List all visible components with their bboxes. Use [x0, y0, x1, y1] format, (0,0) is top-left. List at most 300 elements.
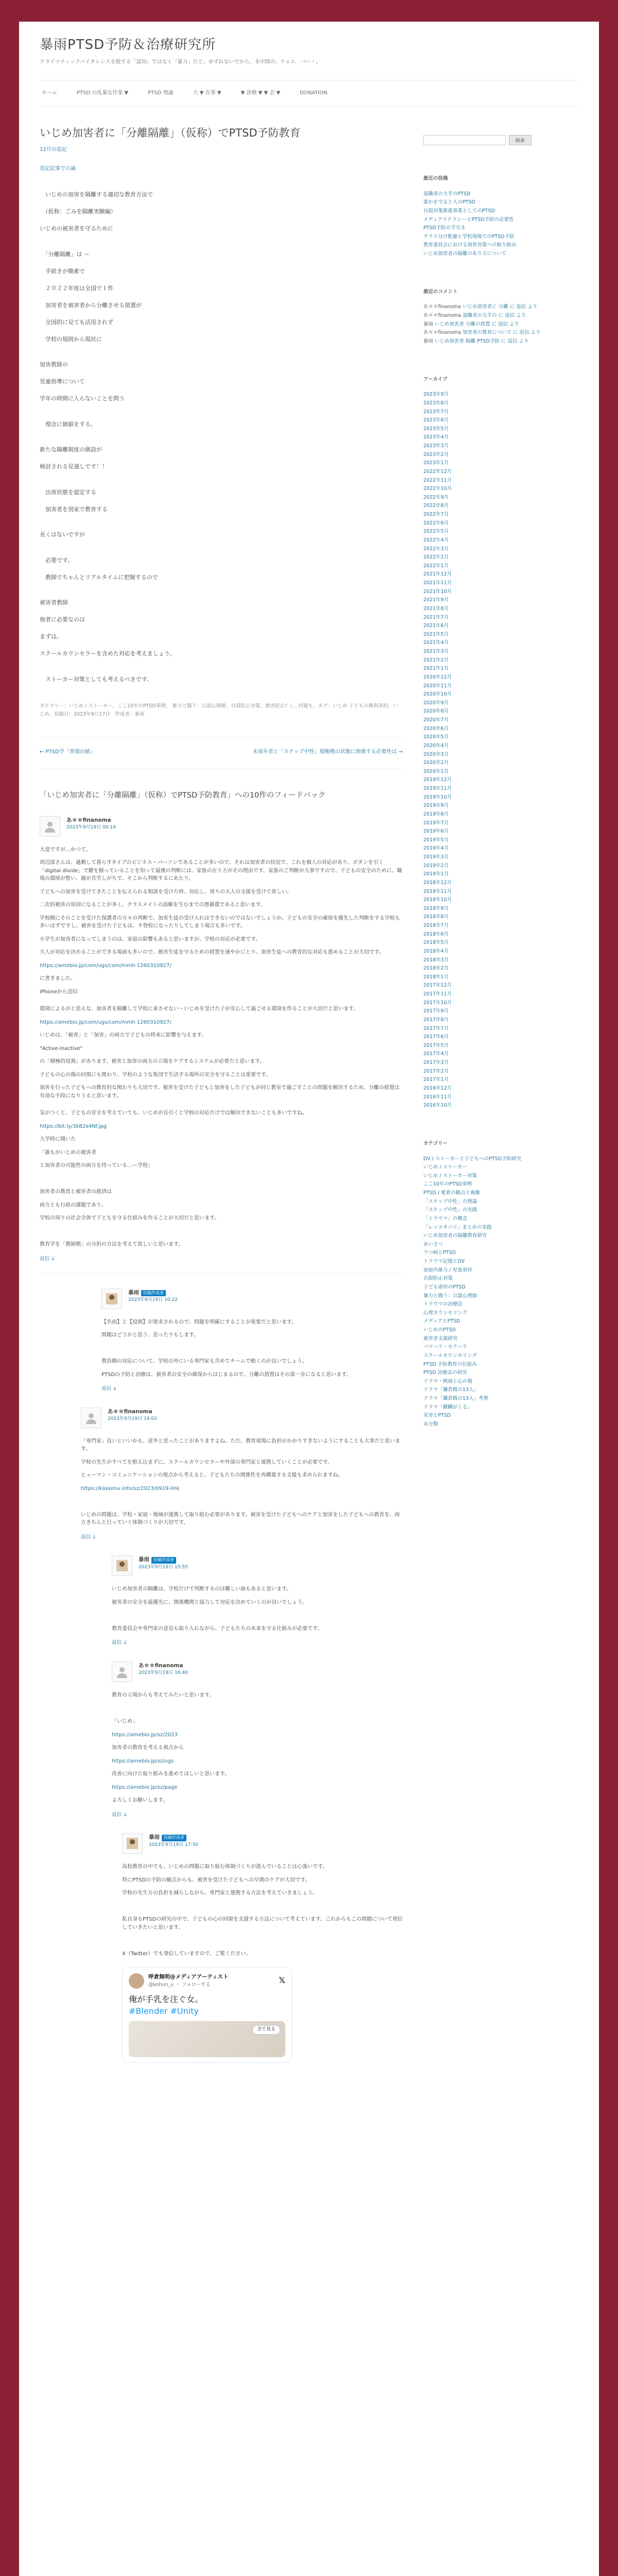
nav-item-articles[interactable]: 大 ▼ 在事 ▼ — [193, 90, 221, 96]
post-date[interactable]: 12月の追記 — [40, 146, 67, 152]
archive-item-link[interactable]: 2022年12月 — [423, 468, 452, 474]
archive-item-link[interactable]: 2021年9月 — [423, 597, 449, 603]
archive-item-link[interactable]: 2021年1月 — [423, 666, 449, 672]
category-item[interactable] — [423, 1172, 578, 1181]
archive-item[interactable] — [423, 553, 578, 562]
archive-item-link[interactable]: 2023年5月 — [423, 426, 449, 432]
archive-item[interactable] — [423, 733, 578, 742]
archive-item[interactable] — [423, 990, 578, 999]
category-item[interactable] — [423, 1180, 578, 1189]
category-item-link[interactable]: DV / ストーカーと子どもへのPTSD予防研究 — [423, 1156, 522, 1162]
reply-link[interactable]: 返信 ↓ — [81, 1534, 96, 1540]
search-button[interactable]: 検索 — [509, 135, 531, 145]
tweet-handle[interactable]: @kohun_u ・ フォローする — [148, 1981, 211, 1988]
comment-link[interactable]: https://bit.ly/3kB2s4Nf.jpg — [40, 1123, 107, 1129]
archive-item-link[interactable]: 2022年8月 — [423, 503, 449, 509]
archive-item-link[interactable]: 2022年6月 — [423, 520, 449, 526]
recent-comment-link[interactable]: 退職者の大半の に 返信 より — [462, 313, 526, 319]
archive-item-link[interactable]: 2020年6月 — [423, 725, 449, 732]
recent-post-item-link[interactable]: 誰かを守ると人のPTSD — [423, 199, 475, 206]
archive-item[interactable] — [423, 1059, 578, 1067]
nav-item-home[interactable]: ホーム — [42, 90, 57, 96]
category-item[interactable] — [423, 1215, 578, 1224]
archive-item-link[interactable]: 2020年12月 — [423, 674, 452, 680]
archive-item-link[interactable]: 2023年4月 — [423, 434, 449, 440]
comment-time[interactable]: 2023年9月19日 16:40 — [139, 1670, 188, 1676]
archive-item-link[interactable]: 2022年2月 — [423, 554, 449, 561]
category-item-link[interactable]: ここ10年のPTSD事例 — [423, 1181, 472, 1188]
archive-item[interactable] — [423, 930, 578, 939]
archive-item[interactable] — [423, 870, 578, 879]
archive-item[interactable] — [423, 776, 578, 785]
recent-comment-link[interactable]: 加害者の教育について に 返信 より — [462, 330, 541, 336]
archive-item[interactable] — [423, 425, 578, 434]
comment-link[interactable]: https://kassimu.info/sz/2023/0919-link — [81, 1485, 180, 1492]
archive-item-link[interactable]: 2019年11月 — [423, 786, 452, 792]
category-item-link[interactable]: 心理カウンセリング — [423, 1310, 468, 1316]
archive-item[interactable] — [423, 614, 578, 622]
archive-item-link[interactable]: 2019年6月 — [423, 828, 449, 835]
category-item-link[interactable]: PTSD / 愛着の観点と複雑 — [423, 1190, 480, 1196]
archive-item-link[interactable]: 2023年6月 — [423, 417, 449, 423]
archive-item-link[interactable]: 2021年11月 — [423, 580, 452, 586]
archive-item-link[interactable]: 2018年11月 — [423, 888, 452, 894]
reply-link[interactable]: 返信 ↓ — [112, 1811, 127, 1818]
archive-item[interactable] — [423, 673, 578, 682]
category-item[interactable] — [423, 1403, 578, 1412]
archive-item-link[interactable]: 2021年6月 — [423, 623, 449, 629]
category-item-link[interactable]: PTSD 予防教育の仕組み — [423, 1361, 477, 1367]
category-item[interactable] — [423, 1198, 578, 1207]
category-item[interactable] — [423, 1241, 578, 1249]
archive-item[interactable] — [423, 459, 578, 468]
archive-item[interactable] — [423, 588, 578, 597]
recent-post-item-link[interactable]: いじめ加害者の隔離のあり方について — [423, 251, 507, 257]
archive-item-link[interactable]: 2018年8月 — [423, 914, 449, 920]
category-item[interactable] — [423, 1275, 578, 1283]
comment-time[interactable]: 2023年9月19日 15:55 — [139, 1564, 188, 1570]
archive-item[interactable] — [423, 836, 578, 845]
archive-item-link[interactable]: 2017年1月 — [423, 1077, 449, 1083]
archive-item-link[interactable]: 2017年6月 — [423, 1034, 449, 1040]
embedded-tweet[interactable] — [122, 1967, 292, 2063]
archive-item-link[interactable]: 2020年4月 — [423, 742, 449, 749]
main-nav — [40, 80, 578, 107]
archive-item[interactable] — [423, 844, 578, 853]
reply-link[interactable]: 返信 ↓ — [40, 1256, 55, 1262]
archive-item-link[interactable]: 2018年2月 — [423, 965, 449, 972]
archive-item-link[interactable]: 2020年11月 — [423, 683, 452, 689]
comment-author[interactable]: あ＊＊finanoma — [66, 817, 111, 823]
archive-item-link[interactable]: 2023年8月 — [423, 400, 449, 406]
comment-author[interactable]: 暴雨 投稿作成者 — [128, 1289, 178, 1297]
category-item-link[interactable]: 「レッスタバリ」まとめの実践 — [423, 1224, 492, 1230]
recent-post-item-link[interactable]: PTSD予防の手引き — [423, 225, 466, 231]
archive-item[interactable] — [423, 579, 578, 588]
category-item-link[interactable]: 未分類 — [423, 1421, 438, 1427]
archive-item[interactable] — [423, 1084, 578, 1093]
category-item[interactable] — [423, 1224, 578, 1232]
archive-item-link[interactable]: 2020年1月 — [423, 768, 449, 774]
archive-item-link[interactable]: 2022年1月 — [423, 563, 449, 569]
archive-item-link[interactable]: 2018年1月 — [423, 974, 449, 980]
tweet-view-all-button[interactable]: 全て見る — [252, 2025, 280, 2035]
archive-item[interactable] — [423, 639, 578, 648]
archive-item-link[interactable]: 2017年12月 — [423, 982, 452, 989]
archive-item[interactable] — [423, 1101, 578, 1110]
archive-item-link[interactable]: 2023年3月 — [423, 443, 449, 449]
archive-item[interactable] — [423, 956, 578, 965]
category-item-link[interactable]: 家庭内暴力 / 児童虐待 — [423, 1267, 472, 1273]
archive-item[interactable] — [423, 494, 578, 502]
archive-item-link[interactable]: 2017年7月 — [423, 1025, 449, 1031]
archive-item-link[interactable]: 2022年3月 — [423, 546, 449, 552]
comment-author[interactable]: あ＊＊finanoma — [139, 1663, 183, 1669]
archive-item[interactable] — [423, 570, 578, 579]
archive-item-link[interactable]: 2022年4月 — [423, 537, 449, 543]
category-item[interactable] — [423, 1412, 578, 1420]
archive-item[interactable] — [423, 973, 578, 982]
archive-item-link[interactable]: 2019年10月 — [423, 794, 452, 800]
recent-post-item[interactable] — [423, 241, 578, 250]
category-item-link[interactable]: ドラマ・映画と心の傷 — [423, 1378, 473, 1384]
archive-item-link[interactable]: 2017年8月 — [423, 1016, 449, 1023]
archive-item-link[interactable]: 2023年7月 — [423, 409, 449, 415]
archive-item-link[interactable]: 2017年11月 — [423, 991, 452, 997]
comment-author[interactable]: 暴雨 投稿作成者 — [139, 1555, 188, 1564]
archive-item[interactable] — [423, 399, 578, 408]
archive-item-link[interactable]: 2023年2月 — [423, 451, 449, 457]
archive-item[interactable] — [423, 768, 578, 776]
archive-item-link[interactable]: 2023年9月 — [423, 392, 449, 398]
archive-item[interactable] — [423, 707, 578, 716]
archive-item[interactable] — [423, 981, 578, 990]
category-item-link[interactable]: スクールカウンセリング — [423, 1352, 477, 1359]
category-item[interactable] — [423, 1300, 578, 1309]
recent-post-item-link[interactable]: メディアリテラシーとPTSD予防の必要性 — [423, 216, 514, 223]
archive-item[interactable] — [423, 1033, 578, 1042]
nav-item-donation[interactable]: DONATION — [300, 90, 328, 96]
archive-item[interactable] — [423, 1076, 578, 1084]
archive-item[interactable] — [423, 964, 578, 973]
reply-link[interactable]: 返信 ↓ — [101, 1386, 117, 1392]
comment-author[interactable]: あ＊＊finanoma — [108, 1408, 152, 1415]
next-post-link[interactable]: 未成年者と「ステップ中性」規範戦の状態に関係する必要性は → — [252, 749, 403, 755]
archive-item[interactable] — [423, 905, 578, 913]
category-item[interactable] — [423, 1232, 578, 1241]
archive-item[interactable] — [423, 827, 578, 836]
category-item-link[interactable]: あいさつ — [423, 1241, 443, 1247]
archive-item-link[interactable]: 2017年2月 — [423, 1068, 449, 1074]
archive-item-link[interactable]: 2021年5月 — [423, 631, 449, 637]
archive-item[interactable] — [423, 716, 578, 725]
category-item[interactable] — [423, 1395, 578, 1403]
category-item-link[interactable]: 暴力と闘う：公認心理師 — [423, 1293, 477, 1299]
archive-item[interactable] — [423, 725, 578, 734]
tweet-media[interactable] — [129, 2021, 285, 2057]
recent-post-item[interactable] — [423, 198, 578, 207]
category-item-link[interactable]: いじめ / ストーカー対策 — [423, 1173, 477, 1179]
archive-item-link[interactable]: 2018年6月 — [423, 931, 449, 937]
archive-item[interactable] — [423, 751, 578, 759]
archive-item[interactable] — [423, 682, 578, 691]
category-item[interactable] — [423, 1206, 578, 1215]
category-item-link[interactable]: 「ステップ中性」の理論 — [423, 1198, 477, 1205]
archive-item-link[interactable]: 2019年12月 — [423, 777, 452, 783]
archive-item-link[interactable]: 2018年5月 — [423, 940, 449, 946]
tweet-avatar[interactable] — [129, 1973, 144, 1989]
archive-item-link[interactable]: 2019年7月 — [423, 820, 449, 826]
archive-item[interactable] — [423, 1042, 578, 1050]
category-item-link[interactable]: パワハラ・セクハラ — [423, 1344, 467, 1350]
archive-item-link[interactable]: 2019年2月 — [423, 862, 449, 869]
archive-item[interactable] — [423, 442, 578, 451]
archive-item[interactable] — [423, 485, 578, 494]
archive-item[interactable] — [423, 605, 578, 614]
archive-item-link[interactable]: 2019年8月 — [423, 811, 449, 817]
archive-item[interactable] — [423, 939, 578, 947]
post-line — [40, 327, 403, 335]
archive-item[interactable] — [423, 1093, 578, 1102]
archive-item[interactable] — [423, 793, 578, 802]
archive-item[interactable] — [423, 545, 578, 554]
search-input[interactable] — [423, 135, 506, 145]
comment-time[interactable]: 2023年9月19日 00:14 — [66, 825, 116, 831]
category-item-link[interactable]: ドラマ「鎌倉殿の13人」考察 — [423, 1396, 489, 1401]
archive-item[interactable] — [423, 596, 578, 605]
recent-post-item[interactable] — [423, 233, 578, 242]
category-item[interactable] — [423, 1249, 578, 1258]
recent-post-item[interactable] — [423, 207, 578, 216]
recent-post-item-link[interactable]: 自殺対策推進事業としてのPTSD — [423, 208, 495, 214]
archive-item-link[interactable]: 2016年10月 — [423, 1103, 452, 1109]
archive-item[interactable] — [423, 1050, 578, 1059]
category-item[interactable] — [423, 1386, 578, 1395]
archive-item[interactable] — [423, 922, 578, 930]
archive-item[interactable] — [423, 947, 578, 956]
archive-item[interactable] — [423, 451, 578, 460]
archive-item[interactable] — [423, 879, 578, 888]
category-item-link[interactable]: 子ども虐待のPTSD — [423, 1284, 466, 1290]
nav-item-clinic[interactable]: ▼ 診療 ▼ ▼ 会 ▼ — [241, 90, 281, 96]
category-item[interactable] — [423, 1335, 578, 1344]
archive-item-link[interactable]: 2018年10月 — [423, 897, 452, 903]
archive-item[interactable] — [423, 819, 578, 828]
category-item-link[interactable]: ドラマ「麒麟がくる」 — [423, 1404, 473, 1410]
comment-author[interactable]: 暴雨 投稿作成者 — [149, 1833, 198, 1841]
category-item-link[interactable]: 被害者支援研究 — [423, 1335, 458, 1342]
recent-post-item-link[interactable]: 教育委員会における加害対策への取り組み — [423, 242, 517, 248]
recent-post-item[interactable] — [423, 224, 578, 233]
archive-item[interactable] — [423, 562, 578, 571]
archive-item-link[interactable]: 2021年8月 — [423, 605, 449, 612]
tweet-hashtags[interactable]: #Blender #Unity — [129, 2006, 199, 2016]
archive-item-link[interactable]: 2021年7月 — [423, 614, 449, 620]
archive-item[interactable] — [423, 622, 578, 631]
archive-item-link[interactable]: 2017年9月 — [423, 1008, 449, 1014]
archive-item-link[interactable]: 2021年12月 — [423, 571, 452, 578]
x-logo-icon[interactable]: 𝕏 — [279, 1975, 285, 1986]
archive-item[interactable] — [423, 511, 578, 519]
archive-item[interactable] — [423, 759, 578, 768]
category-item-link[interactable]: 「ステップ中性」の実践 — [423, 1207, 477, 1213]
archive-item[interactable] — [423, 665, 578, 673]
recent-post-item[interactable] — [423, 190, 578, 199]
recent-comment-link[interactable]: いじめ加害者 分離の措置 に 返信 より — [435, 321, 520, 327]
archive-item-link[interactable]: 2018年12月 — [423, 879, 452, 886]
archive-item-link[interactable]: 2019年5月 — [423, 837, 449, 843]
category-item-link[interactable]: 災害とPTSD — [423, 1413, 451, 1419]
comment-time[interactable]: 2023年9月19日 14:02 — [108, 1416, 157, 1421]
category-item[interactable] — [423, 1189, 578, 1198]
archive-item[interactable] — [423, 408, 578, 417]
category-item[interactable] — [423, 1369, 578, 1378]
archive-item-link[interactable]: 2020年5月 — [423, 734, 449, 740]
archive-item-link[interactable]: 2022年5月 — [423, 529, 449, 535]
archive-item[interactable] — [423, 802, 578, 810]
archive-item-link[interactable]: 2020年2月 — [423, 760, 449, 766]
category-item-link[interactable]: トラウマの治療法 — [423, 1301, 463, 1308]
nav-item-ptsd-work[interactable]: PTSD の乱暴な作業 ▼ — [77, 90, 129, 96]
archive-item[interactable] — [423, 810, 578, 819]
archive-item-link[interactable]: 2017年10月 — [423, 999, 452, 1006]
category-item-link[interactable]: いじめ加害者の隔離教育研究 — [423, 1233, 487, 1239]
archive-item[interactable] — [423, 528, 578, 536]
category-item[interactable] — [423, 1420, 578, 1429]
category-item[interactable] — [423, 1163, 578, 1172]
category-item-link[interactable]: メディアとPTSD — [423, 1318, 460, 1325]
archive-item[interactable] — [423, 913, 578, 922]
archive-item[interactable] — [423, 416, 578, 425]
category-item[interactable] — [423, 1155, 578, 1164]
archive-item[interactable] — [423, 785, 578, 793]
comment-link[interactable]: https://amebio.jp/sz/page — [112, 1784, 178, 1790]
archive-item-link[interactable]: 2017年3月 — [423, 1060, 449, 1066]
comment-link[interactable]: https://amebio.jp/com/ugs/com/mmh-1260310927/ — [40, 962, 171, 969]
archive-item-link[interactable]: 2019年3月 — [423, 854, 449, 860]
archive-item[interactable] — [423, 853, 578, 862]
archive-item[interactable] — [423, 1007, 578, 1016]
recent-post-item[interactable] — [423, 216, 578, 225]
archive-item[interactable] — [423, 896, 578, 905]
archive-item-link[interactable]: 2017年5月 — [423, 1042, 449, 1048]
archive-item-link[interactable]: 2020年3月 — [423, 751, 449, 757]
archive-item[interactable] — [423, 656, 578, 665]
archive-item-link[interactable]: 2021年4月 — [423, 640, 449, 646]
reply-link[interactable]: 返信 ↓ — [112, 1640, 127, 1646]
category-item-link[interactable]: うつ病とPTSD — [423, 1250, 456, 1256]
comment-link[interactable]: https://amebio.jp/sz/2023 — [112, 1732, 178, 1738]
archive-item[interactable] — [423, 648, 578, 656]
archive-item-link[interactable]: 2022年11月 — [423, 477, 452, 483]
category-item[interactable] — [423, 1352, 578, 1361]
archive-item-link[interactable]: 2021年2月 — [423, 657, 449, 663]
category-item[interactable] — [423, 1266, 578, 1275]
prev-post-link[interactable]: ← PTSD学「普通の値」 — [40, 749, 95, 755]
category-item[interactable] — [423, 1309, 578, 1318]
archive-item-link[interactable]: 2018年7月 — [423, 923, 449, 929]
archive-item-link[interactable]: 2022年7月 — [423, 512, 449, 518]
comment-link[interactable]: https://amebio.jp/com/ugs/com/mmh-1260310927/ — [40, 1019, 171, 1025]
archive-item-link[interactable]: 2018年3月 — [423, 957, 449, 963]
archive-item[interactable] — [423, 468, 578, 477]
site-title[interactable]: 暴雨PTSD予防＆治療研究所 — [40, 37, 216, 53]
archive-item-link[interactable]: 2020年7月 — [423, 717, 449, 723]
archive-item-link[interactable]: 2019年4月 — [423, 845, 449, 852]
recent-post-item-link[interactable]: クラス分け配慮と学校現場でのPTSD予防 — [423, 233, 514, 240]
category-item[interactable] — [423, 1258, 578, 1266]
category-item-link[interactable]: いじめ / ストーカー — [423, 1164, 468, 1171]
category-item-link[interactable]: PTSD 治療法の研究 — [423, 1370, 467, 1376]
archive-item[interactable] — [423, 1016, 578, 1025]
nav-item-ptsd-theory[interactable]: PTSD 理論 — [148, 90, 174, 96]
archive-item-link[interactable]: 2021年3月 — [423, 649, 449, 655]
category-item-link[interactable]: 自殺防止対策 — [423, 1276, 453, 1282]
comment-link[interactable]: https://amebio.jp/sz/ugs — [112, 1758, 174, 1764]
archive-item-link[interactable]: 2019年9月 — [423, 803, 449, 809]
archive-item[interactable] — [423, 999, 578, 1008]
recent-post-item-link[interactable]: 退職者の大半のPTSD — [423, 191, 471, 197]
archive-item[interactable] — [423, 433, 578, 442]
category-item[interactable] — [423, 1317, 578, 1326]
recent-post-item[interactable] — [423, 250, 578, 259]
archive-item[interactable] — [423, 862, 578, 871]
archive-item-link[interactable]: 2016年12月 — [423, 1085, 452, 1091]
category-item[interactable] — [423, 1292, 578, 1301]
category-item[interactable] — [423, 1378, 578, 1386]
comment-time[interactable]: 2023年9月19日 10:22 — [128, 1297, 178, 1302]
archive-item-link[interactable]: 2020年8月 — [423, 708, 449, 715]
archive-item[interactable] — [423, 888, 578, 896]
archive-item-link[interactable]: 2022年10月 — [423, 486, 452, 492]
archive-item[interactable] — [423, 631, 578, 639]
category-item-link[interactable]: いじめのPTSD — [423, 1327, 456, 1333]
archive-item[interactable] — [423, 477, 578, 485]
archive-item-link[interactable]: 2022年9月 — [423, 494, 449, 500]
archive-item-link[interactable]: 2020年9月 — [423, 700, 449, 706]
recent-comment-link[interactable]: いじめ加害者に 分離 に 返信 より — [462, 304, 538, 310]
archive-item[interactable] — [423, 391, 578, 399]
category-item[interactable] — [423, 1326, 578, 1335]
post-tag-link[interactable]: 追記記事での論 — [40, 166, 76, 172]
archive-item-link[interactable]: 2018年9月 — [423, 905, 449, 911]
archive-item-link[interactable]: 2018年4月 — [423, 948, 449, 954]
archive-item-link[interactable]: 2021年10月 — [423, 588, 452, 595]
archive-item[interactable] — [423, 690, 578, 699]
archive-item[interactable] — [423, 699, 578, 708]
archive-item-link[interactable]: 2017年4月 — [423, 1051, 449, 1057]
comment-time[interactable]: 2023年9月19日 17:30 — [149, 1842, 198, 1848]
category-item[interactable] — [423, 1343, 578, 1352]
archive-item-link[interactable]: 2020年10月 — [423, 691, 452, 698]
archive-item-link[interactable]: 2019年1月 — [423, 871, 449, 877]
category-item-link[interactable]: ドラマ「鎌倉殿の13人」 — [423, 1387, 479, 1393]
tweet-author-name[interactable]: 呼倉無明@メディアアーティスト — [148, 1974, 229, 1980]
archive-item[interactable] — [423, 1067, 578, 1076]
archive-item[interactable] — [423, 1025, 578, 1033]
archive-item[interactable] — [423, 742, 578, 751]
category-item-link[interactable]: トラウマ記憶とDV — [423, 1259, 465, 1264]
archive-item[interactable] — [423, 536, 578, 545]
category-item[interactable] — [423, 1361, 578, 1369]
category-item-link[interactable]: 「トラウマ」の概念 — [423, 1215, 468, 1222]
recent-comment-link[interactable]: いじめ加害者 隔離 PTSD予防 に 返信 より — [435, 338, 529, 344]
archive-item[interactable] — [423, 519, 578, 528]
archive-item-link[interactable]: 2023年1月 — [423, 460, 449, 466]
category-item[interactable] — [423, 1283, 578, 1292]
archive-item-link[interactable]: 2016年11月 — [423, 1094, 452, 1100]
archive-item[interactable] — [423, 502, 578, 511]
